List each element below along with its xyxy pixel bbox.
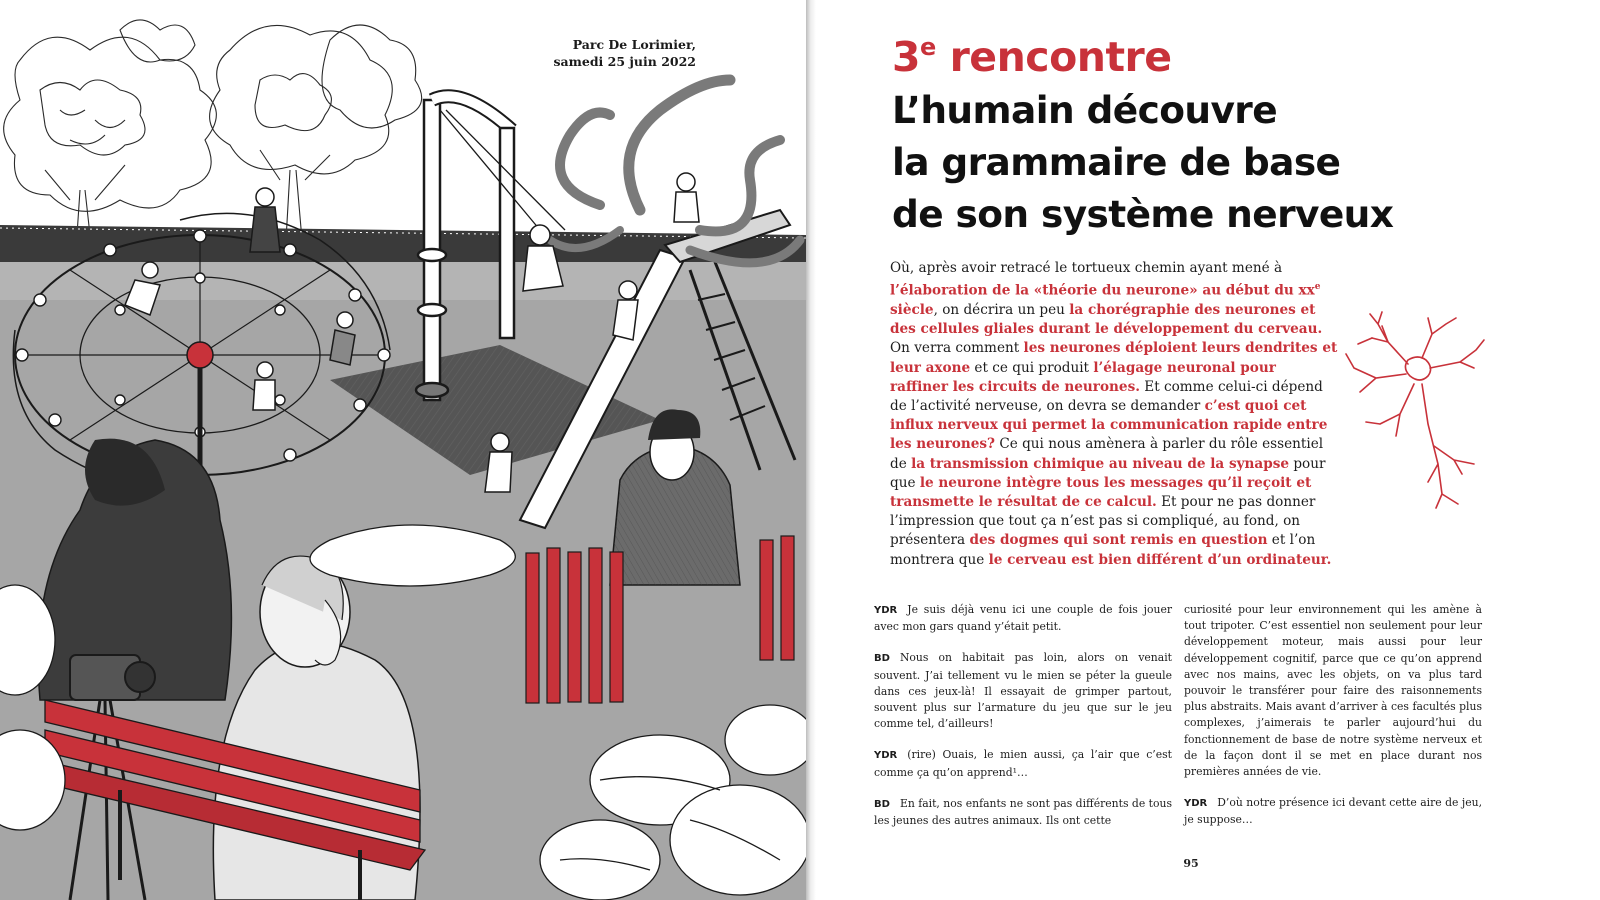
dialogue-column-1 xyxy=(874,602,1172,844)
intro-text: pour que xyxy=(890,455,1326,491)
illustration-caption xyxy=(554,36,697,70)
dialogue-text: (rire) Ouais, le mien aussi, ça l’air que c’est comme ça qu’on apprend¹… xyxy=(874,748,1172,779)
intro-text: Ce qui nous amènera à parler du rôle essentiel de xyxy=(890,436,1324,472)
chapter-headline xyxy=(892,84,1552,240)
kicker-number: 3 xyxy=(892,33,921,81)
intro-text: et l’on montrera que xyxy=(890,532,1316,568)
dialogue-text: Nous on habitait pas loin, alors on venait souvent. J’ai tellement vu le mien se péter la gueule dans ces jeux-là! Il essayait de grimper partout, souvent plus sur l’armature du jeu que sur le jeu comme tel, d’ailleurs! xyxy=(874,651,1172,731)
dialogue-text: Je suis déjà venu ici une couple de fois jouer avec mon gars quand y’était petit. xyxy=(874,603,1172,634)
highlighted-phrase: c’est quoi cet influx nerveux qui permet la communication rapide entre les neurones? xyxy=(890,397,1328,453)
caption-place: Parc De Lorimier, xyxy=(572,37,696,52)
speaker: YDR xyxy=(874,750,898,762)
intro-paragraph xyxy=(890,259,1338,570)
chapter-kicker xyxy=(892,32,1552,82)
dialogue-entry xyxy=(874,796,1172,829)
caption-date: samedi 25 juin 2022 xyxy=(553,54,696,69)
highlighted-phrase: la transmission chimique au niveau de la synapse xyxy=(911,455,1289,472)
headline-line: L’humain découvre xyxy=(892,88,1278,132)
highlighted-phrase: e xyxy=(1314,282,1321,293)
intro-text: Et comme celui-ci dépend de l’activité nerveuse, on devra se demander xyxy=(890,378,1323,414)
dialogue-column-2 xyxy=(1184,602,1482,844)
highlighted-phrase: des dogmes qui sont remis en question xyxy=(969,532,1268,549)
dialogue-entry xyxy=(874,747,1172,780)
highlighted-phrase: le cerveau est bien différent d’un ordinateur. xyxy=(988,551,1332,568)
highlighted-phrase: les neurones déploient leurs dendrites et leur axone xyxy=(890,340,1338,376)
speaker: YDR xyxy=(874,605,898,616)
page-number: 95 xyxy=(1183,857,1199,870)
chapter-title-block xyxy=(892,32,1552,240)
dialogue-entry xyxy=(874,650,1172,732)
speaker: BD xyxy=(874,653,890,665)
speaker: YDR xyxy=(1184,798,1208,810)
intro-text: , on décrira un peu xyxy=(933,301,1070,318)
right-page xyxy=(816,0,1600,900)
highlighted-phrase: le neurone intègre tous les messages qu’il reçoit et transmette le résultat de ce calcul. xyxy=(890,474,1312,510)
headline-line: la grammaire de base xyxy=(892,140,1341,184)
dialogue-text: curiosité pour leur environnement qui les amène à tout tripoter. C’est essentiel non seulement pour leur développement moteur, mais aussi pour leur développement cognitif, parce que ce qu’on apprend avec nos mains, avec les objets, on va plus tard pouvoir le transférer pour faire des raisonnements plus abstraits. Mais avant d’arriver à ces facultés plus complexes, j’aimerais te parler aujourd’hui du fonctionnement de base de notre système nerveux et de la façon dont il se met en place durant nos premières années de vie. xyxy=(1184,603,1482,779)
intro-text: et ce qui produit xyxy=(970,359,1094,376)
intro-text: Où, après avoir retracé le tortueux chemin ayant mené à xyxy=(890,260,1283,276)
intro-text: On verra comment xyxy=(890,340,1024,357)
highlighted-phrase: l’élagage neuronal pour raffiner les circuits de neurones. xyxy=(890,359,1276,395)
highlighted-phrase: l’élaboration de la «théorie du neurone» au début du xx xyxy=(890,282,1315,299)
highlighted-phrase: la chorégraphie des neurones et des cellules gliales durant le développement du cerveau. xyxy=(890,301,1323,338)
intro-text: Et pour ne pas donner l’impression que tout ça n’est pas si compliqué, au fond, on présentera xyxy=(890,493,1316,549)
dialogue-text: En fait, nos enfants ne sont pas différents de tous les jeunes des autres animaux. Ils ont cette xyxy=(874,796,1172,828)
dialogue-text: D’où notre présence ici devant cette aire de jeu, je suppose… xyxy=(1184,796,1482,827)
kicker-superscript: e xyxy=(920,33,936,61)
neuron-icon xyxy=(1342,306,1492,516)
dialogue-entry xyxy=(1184,602,1482,780)
dialogue-entry xyxy=(1184,795,1482,828)
highlighted-phrase: siècle xyxy=(890,301,934,318)
speaker: BD xyxy=(874,798,890,810)
dialogue-entry xyxy=(874,602,1172,635)
kicker-text: rencontre xyxy=(935,33,1172,81)
headline-line: de son système nerveux xyxy=(892,192,1394,236)
book-gutter xyxy=(806,0,816,900)
